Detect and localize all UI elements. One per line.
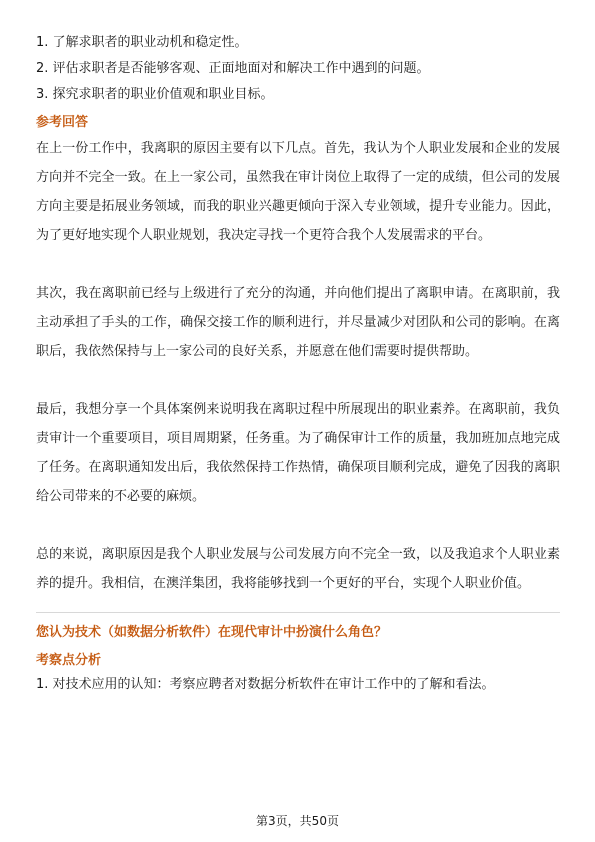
section-divider [36, 612, 560, 613]
list-item: 1. 对技术应用的认知：考察应聘者对数据分析软件在审计工作中的了解和看法。 [36, 677, 495, 692]
analysis-heading: 考察点分析 [36, 653, 102, 668]
answer-paragraph: 总的来说，离职原因是我个人职业发展与公司发展方向不完全一致，以及我追求个人职业素养的提升。我相信，在澳洋集团，我将能够找到一个更好的平台，实现个人职业价值。 [36, 547, 560, 591]
question-heading: 您认为技术（如数据分析软件）在现代审计中扮演什么角色？ [36, 625, 388, 640]
answer-body [36, 134, 560, 598]
reference-answer-heading: 参考回答 [36, 115, 89, 130]
answer-paragraph: 其次，我在离职前已经与上级进行了充分的沟通，并向他们提出了离职申请。在离职前，我主动承担了手头的工作，确保交接工作的顺利进行，并尽量减少对团队和公司的影响。在离职后，我依然保持与上一家公司的良好关系，并愿意在他们需要时提供帮助。 [36, 286, 560, 359]
intro-list [36, 30, 560, 108]
document-page [36, 30, 560, 697]
answer-paragraph: 在上一份工作中，我离职的原因主要有以下几点。首先，我认为个人职业发展和企业的发展方向并不完全一致。在上一家公司，虽然我在审计岗位上取得了一定的成绩，但公司的发展方向主要是拓展业务领域，而我的职业兴趣更倾向于深入专业领域，提升专业能力。因此，为了更好地实现个人职业规划，我决定寻找一个更符合我个人发展需求的平台。 [36, 141, 560, 243]
list-item: 1. 了解求职者的职业动机和稳定性。 [36, 35, 248, 50]
list-item: 3. 探究求职者的职业价值观和职业目标。 [36, 87, 274, 102]
page-footer: 第3页，共50页 [256, 814, 339, 828]
analysis-list [36, 673, 560, 697]
answer-paragraph: 最后，我想分享一个具体案例来说明我在离职过程中所展现出的职业素养。在离职前，我负责审计一个重要项目，项目周期紧，任务重。为了确保审计工作的质量，我加班加点地完成了任务。在离职通知发出后，我依然保持工作热情，确保项目顺利完成，避免了因我的离职给公司带来的不必要的麻烦。 [36, 402, 560, 504]
list-item: 2. 评估求职者是否能够客观、正面地面对和解决工作中遇到的问题。 [36, 61, 430, 76]
